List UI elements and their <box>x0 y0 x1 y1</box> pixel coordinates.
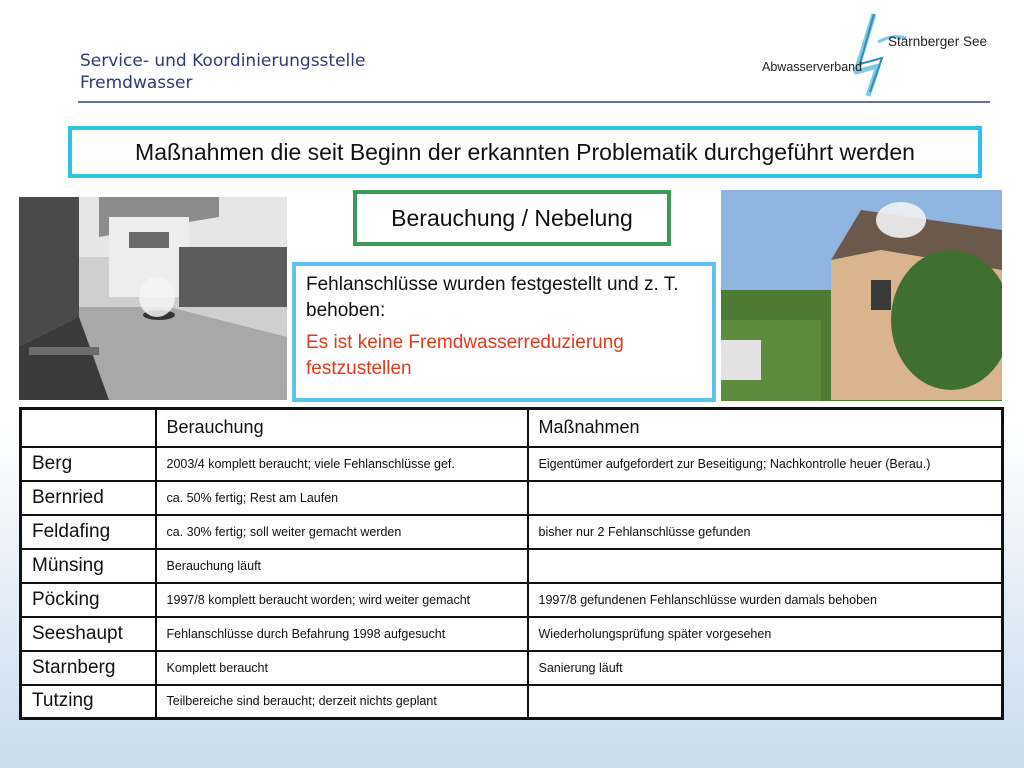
wave-logo-icon <box>848 12 908 98</box>
measures-table <box>19 407 1004 720</box>
photo-smoke-street <box>19 197 287 400</box>
cell-massnahmen: bisher nur 2 Fehlanschlüsse gefunden <box>528 515 1003 549</box>
cell-massnahmen: 1997/8 gefundenen Fehlanschlüsse wurden damals behoben <box>528 583 1003 617</box>
header-divider <box>78 101 990 103</box>
note-line1: Fehlanschlüsse wurden festgestellt und z. T. behoben: <box>306 274 679 321</box>
cell-berauchung: Fehlanschlüsse durch Befahrung 1998 aufgesucht <box>156 617 528 651</box>
logo-org-text: Abwasserverband <box>762 60 863 74</box>
table-header-row <box>21 409 1003 447</box>
cell-massnahmen <box>528 549 1003 583</box>
cell-berauchung: Teilbereiche sind beraucht; derzeit nichts geplant <box>156 685 528 719</box>
cell-place: Feldafing <box>21 515 156 549</box>
table-row <box>21 617 1003 651</box>
table-row <box>21 549 1003 583</box>
cell-massnahmen <box>528 481 1003 515</box>
subtitle: Berauchung / Nebelung <box>353 190 671 246</box>
header-title-line2: Fremdwasser <box>80 73 193 93</box>
table-row <box>21 447 1003 481</box>
header-massnahmen: Maßnahmen <box>528 409 1003 447</box>
cell-massnahmen: Sanierung läuft <box>528 651 1003 685</box>
main-title: Maßnahmen die seit Beginn der erkannten Problematik durchgeführt werden <box>68 126 982 178</box>
cell-place: Pöcking <box>21 583 156 617</box>
cell-place: Tutzing <box>21 685 156 719</box>
header-place <box>21 409 156 447</box>
cell-massnahmen: Wiederholungsprüfung später vorgesehen <box>528 617 1003 651</box>
table-row <box>21 583 1003 617</box>
note-box <box>292 262 716 402</box>
table-row <box>21 481 1003 515</box>
table-row <box>21 685 1003 719</box>
cell-place: Bernried <box>21 481 156 515</box>
cell-berauchung: 1997/8 komplett beraucht worden; wird weiter gemacht <box>156 583 528 617</box>
note-line2: Es ist keine Fremdwasserreduzierung festzustellen <box>306 332 624 379</box>
header-title <box>80 50 365 94</box>
cell-berauchung: Berauchung läuft <box>156 549 528 583</box>
cell-place: Seeshaupt <box>21 617 156 651</box>
logo-lake-text: Starnberger See <box>888 34 988 49</box>
photo-smoke-house <box>721 190 1002 401</box>
cell-berauchung: 2003/4 komplett beraucht; viele Fehlanschlüsse gef. <box>156 447 528 481</box>
cell-place: Münsing <box>21 549 156 583</box>
header-berauchung: Berauchung <box>156 409 528 447</box>
cell-massnahmen: Eigentümer aufgefordert zur Beseitigung; Nachkontrolle heuer (Berau.) <box>528 447 1003 481</box>
cell-berauchung: ca. 50% fertig; Rest am Laufen <box>156 481 528 515</box>
cell-massnahmen <box>528 685 1003 719</box>
cell-place: Starnberg <box>21 651 156 685</box>
cell-berauchung: ca. 30% fertig; soll weiter gemacht werden <box>156 515 528 549</box>
cell-place: Berg <box>21 447 156 481</box>
table-row <box>21 515 1003 549</box>
header-title-line1: Service- und Koordinierungsstelle <box>80 51 366 71</box>
logo <box>760 12 1000 98</box>
table-row <box>21 651 1003 685</box>
cell-berauchung: Komplett beraucht <box>156 651 528 685</box>
